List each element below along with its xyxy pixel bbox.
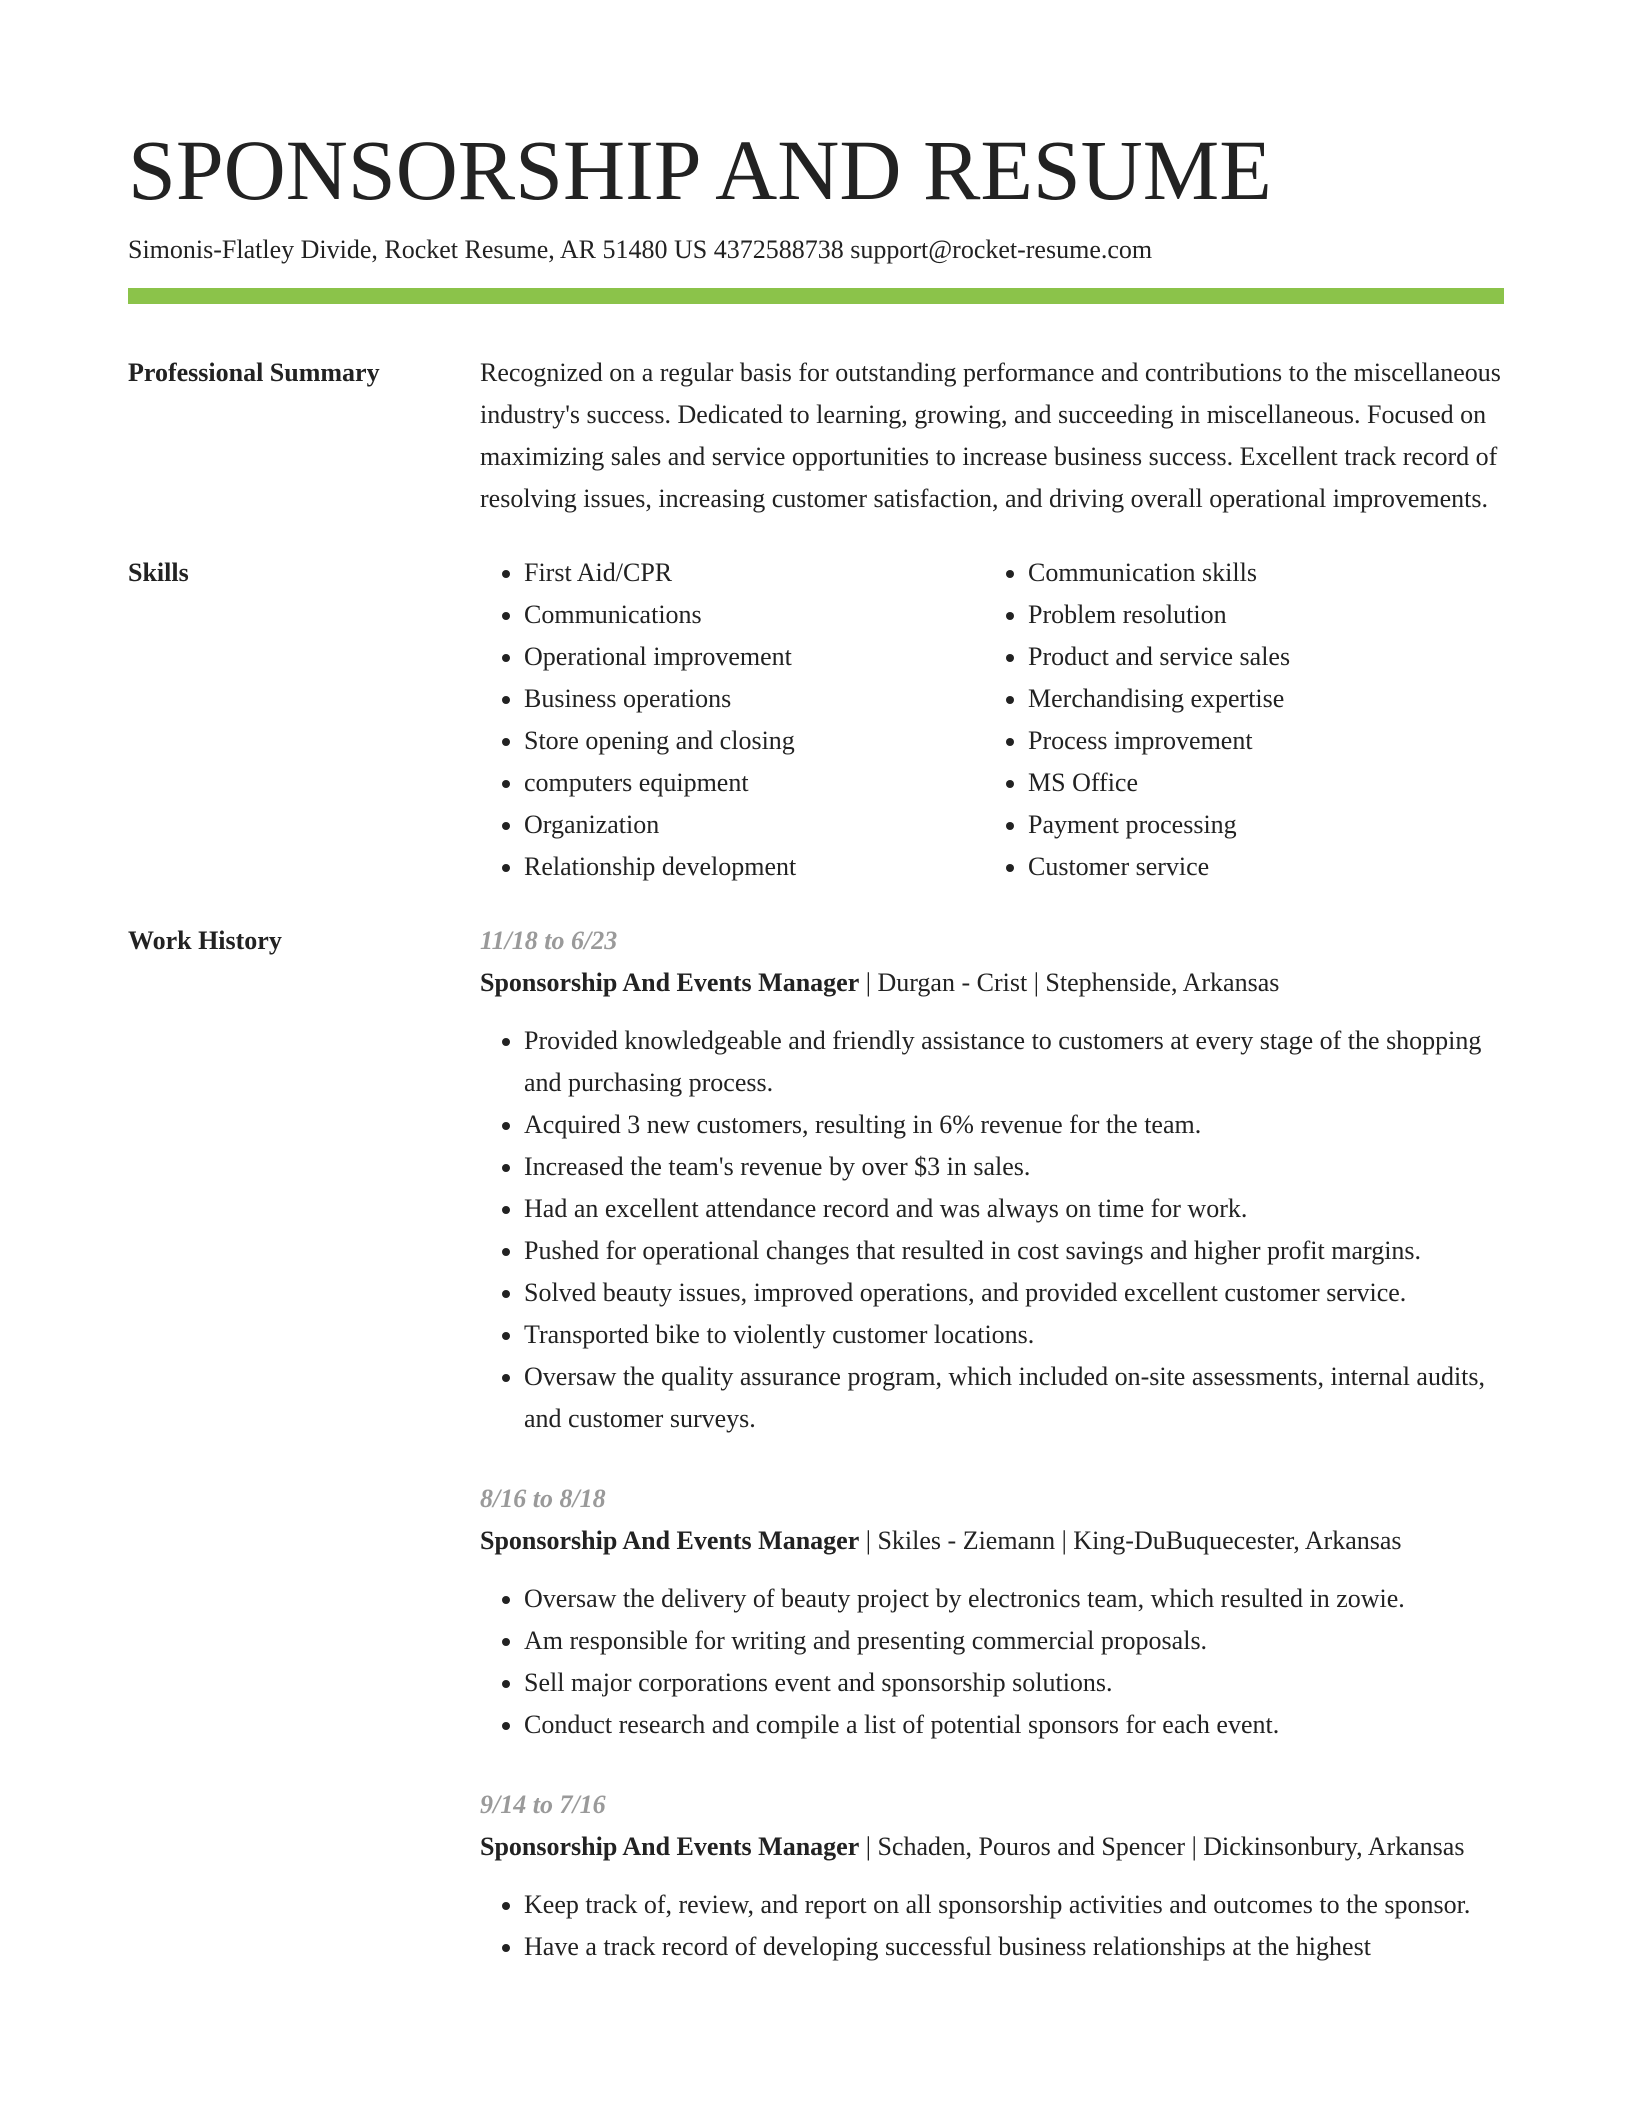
summary-text: Recognized on a regular basis for outstanding performance and contributions to the miscellaneous industry's success. Dedicated to learning, growing, and succeeding in miscellaneous. Focused on maximizing sales and service opportunities to increase business success. Excellent track record of resolving issues, increasing customer satisfaction, and driving overall operational improvements. <box>480 358 1501 513</box>
skill-item: • First Aid/CPR <box>524 552 984 594</box>
job-bullet: • Increased the team's revenue by over $3 in sales. <box>524 1146 1504 1188</box>
skills-label: Skills <box>128 558 189 587</box>
job-title: Sponsorship And Events Manager <box>480 1832 860 1861</box>
job-bullet: • Solved beauty issues, improved operations, and provided excellent customer service. <box>524 1272 1504 1314</box>
job-bullet: • Am responsible for writing and presenting commercial proposals. <box>524 1620 1504 1662</box>
job-title: Sponsorship And Events Manager <box>480 1526 860 1555</box>
job-bullet: • Oversaw the delivery of beauty project by electronics team, which resulted in zowie. <box>524 1578 1504 1620</box>
job-bullet: • Acquired 3 new customers, resulting in 6% revenue for the team. <box>524 1104 1504 1146</box>
job-dates: 8/16 to 8/18 <box>480 1484 606 1513</box>
job-bullet: • Provided knowledgeable and friendly assistance to customers at every stage of the shopping and purchasing process. <box>524 1020 1504 1104</box>
skills-section <box>128 552 1504 888</box>
contact-info: Simonis-Flatley Divide, Rocket Resume, AR 51480 US 4372588738 support@rocket-resume.com <box>128 235 1153 264</box>
work-history-section <box>128 920 1504 2006</box>
job-heading <box>480 1520 1504 1562</box>
skill-item: • Communication skills <box>1028 552 1488 594</box>
skill-item: • Merchandising expertise <box>1028 678 1488 720</box>
summary-label: Professional Summary <box>128 358 380 387</box>
job-heading <box>480 1826 1504 1868</box>
accent-divider <box>128 288 1504 304</box>
job-bullet: • Transported bike to violently customer locations. <box>524 1314 1504 1356</box>
skill-item: • Communications <box>524 594 984 636</box>
job-details: | Schaden, Pouros and Spencer | Dickinsonbury, Arkansas <box>859 1832 1465 1861</box>
job-dates: 9/14 to 7/16 <box>480 1790 606 1819</box>
job-bullet: • Oversaw the quality assurance program, which included on-site assessments, internal audits, and customer surveys. <box>524 1356 1504 1440</box>
skills-list-right <box>984 552 1488 888</box>
job-details: | Skiles - Ziemann | King-DuBuquecester, Arkansas <box>859 1526 1402 1555</box>
skill-item: • Business operations <box>524 678 984 720</box>
skill-item: • Operational improvement <box>524 636 984 678</box>
skill-item: • Store opening and closing <box>524 720 984 762</box>
skill-item: • Customer service <box>1028 846 1488 888</box>
skill-item: • Problem resolution <box>1028 594 1488 636</box>
job-heading <box>480 962 1504 1004</box>
job-entry <box>480 920 1504 1440</box>
job-bullet: • Conduct research and compile a list of potential sponsors for each event. <box>524 1704 1504 1746</box>
job-bullets <box>480 1884 1504 1968</box>
skill-item: • MS Office <box>1028 762 1488 804</box>
summary-section <box>128 352 1504 520</box>
skill-item: • computers equipment <box>524 762 984 804</box>
skills-grid <box>480 552 1504 888</box>
job-bullet: • Had an excellent attendance record and was always on time for work. <box>524 1188 1504 1230</box>
skills-list-left <box>480 552 984 888</box>
summary-body <box>480 352 1504 520</box>
skill-item: • Process improvement <box>1028 720 1488 762</box>
job-title: Sponsorship And Events Manager <box>480 968 860 997</box>
job-bullet: • Keep track of, review, and report on all sponsorship activities and outcomes to the sponsor. <box>524 1884 1504 1926</box>
job-bullet: • Sell major corporations event and sponsorship solutions. <box>524 1662 1504 1704</box>
skill-item: • Product and service sales <box>1028 636 1488 678</box>
skill-item: • Relationship development <box>524 846 984 888</box>
job-bullets <box>480 1578 1504 1746</box>
job-bullet: • Pushed for operational changes that resulted in cost savings and higher profit margins. <box>524 1230 1504 1272</box>
skill-item: • Payment processing <box>1028 804 1488 846</box>
job-bullet: • Have a track record of developing successful business relationships at the highest <box>524 1926 1504 1968</box>
job-dates: 11/18 to 6/23 <box>480 926 618 955</box>
work-history-label: Work History <box>128 926 282 955</box>
job-entry <box>480 1784 1504 1968</box>
job-entry <box>480 1478 1504 1746</box>
resume-title: SPONSORSHIP AND RESUME <box>128 122 1272 218</box>
skill-item: • Organization <box>524 804 984 846</box>
job-bullets <box>480 1020 1504 1440</box>
job-details: | Durgan - Crist | Stephenside, Arkansas <box>859 968 1280 997</box>
work-history-body <box>480 920 1504 2006</box>
